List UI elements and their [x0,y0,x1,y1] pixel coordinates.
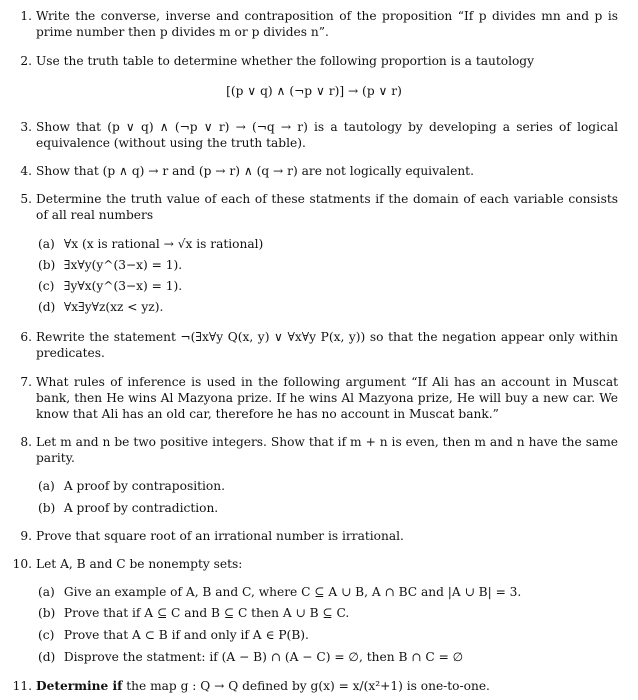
question-text: Let m and n be two positive integers. Show that if m + n is even, then m and n have the same parity. [36,435,618,465]
sub-item-text: A proof by contraposition. [63,479,225,493]
question-number: 3. [20,120,32,134]
question-number: 4. [20,164,32,178]
sub-item [38,649,618,665]
sub-item-text: Prove that if A ⊆ C and B ⊆ C then A ∪ B ⊆ C. [63,606,350,620]
sub-item [38,627,618,643]
question-text: Show that (p ∨ q) ∧ (¬p ∨ r) → (¬q → r) is a tautology by developing a series of logical equivalence (without using the truth table). [36,120,618,150]
question-number: 2. [20,54,32,68]
question-bold-lead: Determine if [36,679,123,693]
sub-item-label: (a) [38,237,55,251]
question-number: 11. [12,679,32,693]
sub-item [38,605,618,621]
sub-item-label: (d) [38,650,56,664]
question-number: 8. [20,435,32,449]
sub-item-text: Give an example of A, B and C, where C ⊆ A ∪ B, A ∩ BC and |A ∪ B| = 3. [63,585,522,599]
sub-item-text: Disprove the statment: if (A − B) ∩ (A − C) = ∅, then B ∩ C = ∅ [63,650,464,664]
sub-item-text: A proof by contradiction. [63,501,219,515]
question-text: Determine the truth value of each of these statments if the domain of each variable consists of all real numbers [36,192,618,222]
sub-item-label: (b) [38,258,56,272]
sub-item [38,500,618,516]
sub-item-label: (b) [38,606,56,620]
sub-item [38,584,618,600]
sub-item-text: ∀x (x is rational → √x is rational) [63,237,264,251]
question-number: 9. [20,529,32,543]
question-number: 5. [20,192,32,206]
sub-item-label: (d) [38,300,56,314]
sub-item-label: (c) [38,628,55,642]
sub-item-text: ∃x∀y(y^(3−x) = 1). [63,258,183,272]
question-text: Use the truth table to determine whether the following proportion is a tautology [36,54,534,68]
sub-item-text: ∀x∃y∀z(xz < yz). [63,300,164,314]
question-text: What rules of inference is used in the following argument “If Ali has an account in Muscat bank, then He wins Al Mazyona prize. If he wins Al Mazyona prize, He will buy a new car. We know that Ali has an old car, therefore he has no account in Muscat bank.” [36,375,618,421]
question-text: Let A, B and C be nonempty sets: [36,557,243,571]
question-text: Rewrite the statement ¬(∃x∀y Q(x, y) ∨ ∀x∀y P(x, y)) so that the negation appear only within predicates. [36,330,618,360]
question-text: Prove that square root of an irrational number is irrational. [36,529,404,543]
question-number: 6. [20,330,32,344]
question-text: Show that (p ∧ q) → r and (p → r) ∧ (q → r) are not logically equivalent. [36,164,474,178]
sub-item-label: (c) [38,279,55,293]
question-text-rest: the map g : Q → Q defined by g(x) = x/(x²+1) is one-to-one. [126,679,490,693]
sub-item-label: (a) [38,479,55,493]
question-text [36,678,618,694]
sub-item [38,257,618,273]
question-number: 7. [20,375,32,389]
question-number: 1. [20,9,32,23]
formula: [(p ∨ q) ∧ (¬p ∨ r)] → (p ∨ r) [226,84,402,98]
sub-item [38,278,618,294]
sub-item [38,236,618,252]
question-number: 10. [12,557,32,571]
sub-item-text: ∃y∀x(y^(3−x) = 1). [63,279,183,293]
question-text: Write the converse, inverse and contraposition of the proposition “If p divides mn and p is prime number then p divides m or p divides n”. [36,9,618,39]
sub-item-label: (a) [38,585,55,599]
sub-item-label: (b) [38,501,56,515]
sub-item-text: Prove that A ⊂ B if and only if A ∈ P(B). [63,628,309,642]
sub-item [38,478,618,494]
sub-item [38,299,618,315]
